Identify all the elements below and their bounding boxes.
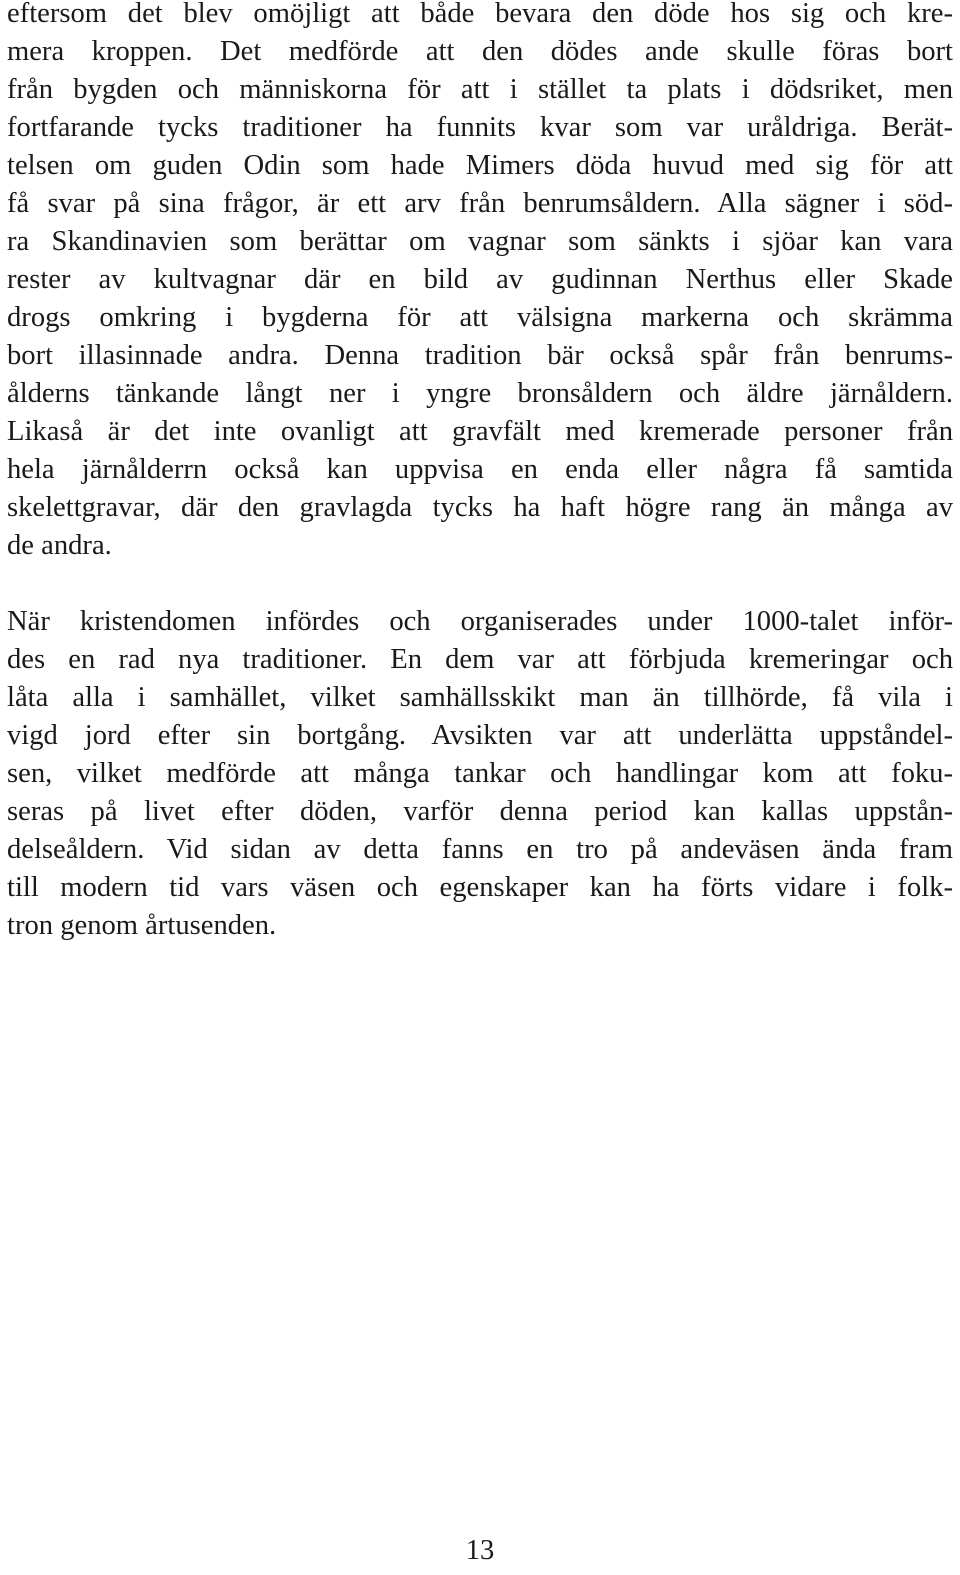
text-line: låta alla i samhället, vilket samhällsskikt man än tillhörde, få vila i — [7, 682, 953, 713]
text-line: ra Skandinavien som berättar om vagnar som sänkts i sjöar kan vara — [7, 226, 953, 257]
text-line: skelettgravar, där den gravlagda tycks ha haft högre rang än många av — [7, 492, 953, 523]
text-line: få svar på sina frågor, är ett arv från benrumsåldern. Alla sägner i söd- — [7, 188, 953, 219]
text-line: bort illasinnade andra. Denna tradition bär också spår från benrums- — [7, 340, 953, 371]
text-line: ålderns tänkande långt ner i yngre bronsåldern och äldre järnåldern. — [7, 378, 953, 409]
text-line: vigd jord efter sin bortgång. Avsikten var att underlätta uppståndel- — [7, 720, 953, 751]
text-line: När kristendomen infördes och organiserades under 1000-talet inför- — [7, 606, 953, 637]
text-line: eftersom det blev omöjligt att både bevara den döde hos sig och kre- — [7, 0, 953, 29]
text-line: drogs omkring i bygderna för att välsigna markerna och skrämma — [7, 302, 953, 333]
text-line: till modern tid vars väsen och egenskaper kan ha förts vidare i folk- — [7, 872, 953, 903]
text-line: telsen om guden Odin som hade Mimers döda huvud med sig för att — [7, 150, 953, 181]
text-line: delseåldern. Vid sidan av detta fanns en tro på andeväsen ända fram — [7, 834, 953, 865]
text-line: från bygden och människorna för att i stället ta plats i dödsriket, men — [7, 74, 953, 105]
page-number: 13 — [465, 1535, 495, 1566]
text-line: sen, vilket medförde att många tankar och handlingar kom att foku- — [7, 758, 953, 789]
text-line-last: de andra. — [7, 530, 112, 561]
text-line: des en rad nya traditioner. En dem var att förbjuda kremeringar och — [7, 644, 953, 675]
text-line: seras på livet efter döden, varför denna period kan kallas uppstån- — [7, 796, 953, 827]
paragraph-1 — [7, 0, 953, 565]
text-line: mera kroppen. Det medförde att den dödes ande skulle föras bort — [7, 36, 953, 67]
text-line-last: tron genom årtusenden. — [7, 910, 277, 941]
text-line: Likaså är det inte ovanligt att gravfält med kremerade personer från — [7, 416, 953, 447]
paragraph-2 — [7, 603, 953, 945]
text-line: fortfarande tycks traditioner ha funnits kvar som var uråldriga. Berät- — [7, 112, 953, 143]
text-line: rester av kultvagnar där en bild av gudinnan Nerthus eller Skade — [7, 264, 953, 295]
text-line: hela järnålderrn också kan uppvisa en enda eller några få samtida — [7, 454, 953, 485]
